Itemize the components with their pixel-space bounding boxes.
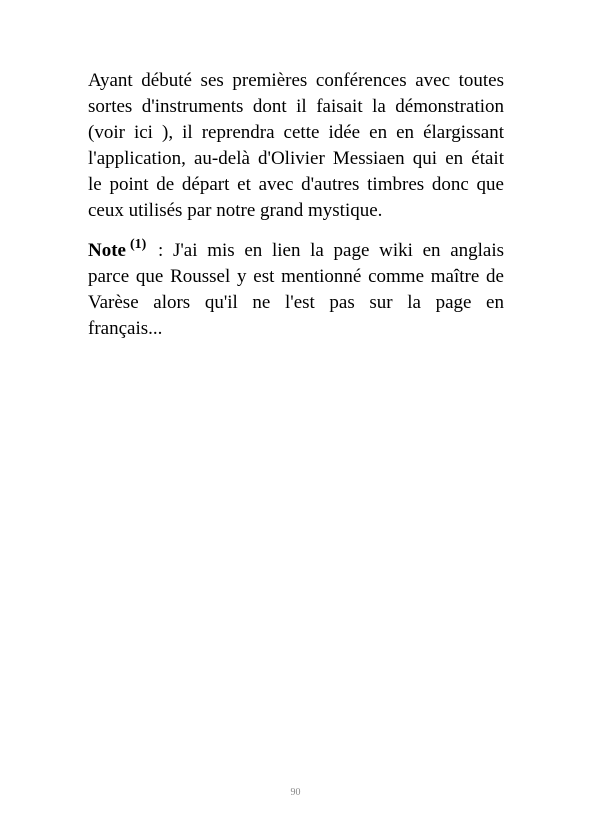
paragraph-line: Ayant débuté ses premières conférences avec toutes <box>88 70 504 91</box>
paragraph-main <box>88 68 504 224</box>
paragraph-line: l'application, au-delà d'Olivier Messiaen qui en était <box>88 148 504 169</box>
paragraph-line: Varèse alors qu'il ne l'est pas sur la page en <box>88 292 504 313</box>
page-number: 90 <box>290 787 301 798</box>
note-reference: (1) <box>129 237 147 252</box>
paragraph-note <box>88 232 504 342</box>
note-text: : J'ai mis en lien la page wiki en anglais <box>158 240 505 261</box>
paragraph-line: ceux utilisés par notre grand mystique. <box>88 200 383 221</box>
paragraph-line: parce que Roussel y est mentionné comme maître de <box>88 266 504 287</box>
paragraph-line: sortes d'instruments dont il faisait la démonstration <box>88 96 504 117</box>
paragraph-line: le point de départ et avec d'autres timbres donc que <box>88 174 504 195</box>
paragraph-line: français... <box>88 318 163 339</box>
note-first-line <box>88 232 504 264</box>
note-label: Note <box>88 240 126 261</box>
paragraph-line: (voir ici ), il reprendra cette idée en en élargissant <box>88 122 504 143</box>
